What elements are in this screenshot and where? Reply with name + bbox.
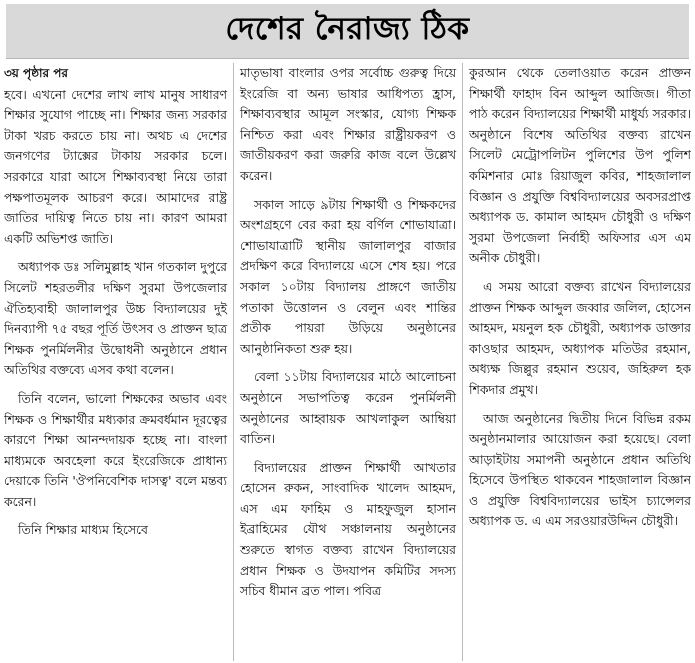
paragraph: আজ অনুষ্ঠানের দ্বিতীয় দিনে বিভিন্ন রকম অনুষ্ঠানমালার আয়োজন করা হয়েছে। বেলা আড়াইটায় সমাপনী অনুষ্ঠানে প্রধান অতিথি হিসেবে উপস্থিত থাকবেন শাহজালাল বিজ্ঞান ও প্রযুক্তি বিশ্ববিদ্যালয়ের ভাইস চ্যান্সেলর অধ্যাপক ড. এ এম সরওয়ারউদ্দিন চৌধুরী।: [469, 410, 691, 529]
paragraph: মাতৃভাষা বাংলার ওপর সর্বোচ্চ গুরুত্ব দিয়ে ইংরেজি বা অন্য ভাষার আধিপত্য হ্রাস, শিক্ষাব্যবস্থার আমূল সংস্কার, যোগ্য শিক্ষক নিশ্চিত করা এবং শিক্ষার রাষ্ট্রীয়করণ ও জাতীয়করণ করা জরুরি কাজ বলে উল্লেখ করেন।: [240, 65, 456, 183]
article-body: [4, 63, 691, 661]
headline-banner: [6, 4, 689, 59]
paragraph: হবে। এখনো দেশের লাখ লাখ মানুষ সাধারণ শিক্ষার সুযোগ পাচ্ছে না। শিক্ষার জন্য সরকার টাকা খরচ করতে চায় না। অথচ এ দেশের জনগণের ট্যাক্সের টাকায় সরকার চলে। সরকারে যারা আসে শিক্ষাব্যবস্থা নিয়ে তারা পক্ষপাতমূলক আচরণ করে। আমাদের রাষ্ট্র জাতির দায়িত্ব নিতে চায় না। কারণ আমরা একটি অভিশপ্ত জাতি।: [4, 86, 227, 246]
paragraph: বিদ্যালয়ের প্রাক্তন শিক্ষার্থী আখতার হোসেন রুকন, সাংবাদিক খালেদ আহমদ, এস এম ফাহিম ও মাহফুজুল হাসান ইব্রাহিমের যৌথ সঞ্চালনায় অনুষ্ঠানের শুরুতে স্বাগত বক্তব্য রাখেন বিদ্যালয়ের প্রধান শিক্ষক ও উদযাপন কমিটির সদস্য সচিব ধীমান ব্রত পাল। পবিত্র: [240, 459, 456, 599]
paragraph: এ সময় আরো বক্তব্য রাখেন বিদ্যালয়ের প্রাক্তন শিক্ষক আব্দুল জব্বার জলিল, হোসেন আহমদ, ময়নুল হক চৌধুরী, অধ্যাপক ডাক্তার কাওছার আহমদ, অধ্যাপক মতিউর রহমান, অধ্যক্ষ জিল্লুর রহমান শুয়েব, জহিরুল হক শিকদার প্রমুখ।: [469, 278, 691, 397]
paragraph: কুরআন থেকে তেলাওয়াত করেন প্রাক্তন শিক্ষার্থী ফাহাদ বিন আব্দুল আজিজ। গীতা পাঠ করেন বিদ্যালয়ের শিক্ষার্থী মাধুর্য্য সরকার। অনুষ্ঠানে বিশেষ অতিথির বক্তব্য রাখেন সিলেট মেট্রোপলিটন পুলিশের উপ পুলিশ কমিশনার মোঃ রিয়াজুল কবির, শাহজালাল বিজ্ঞান ও প্রযুক্তি বিশ্ববিদ্যালয়ের অবসরপ্রাপ্ত অধ্যাপক ড. কামাল আহমদ চৌধুরী ও দক্ষিণ সুরমা উপজেলা নির্বাহী অফিসার এস এম অনীক চৌধুরী।: [469, 65, 691, 266]
paragraph: সকাল সাড়ে ৯টায় শিক্ষার্থী ও শিক্ষকদের অংশগ্রহণে বের করা হয় বর্ণিল শোভাযাত্রা। শোভাযাত্রাটি স্থানীয় জালালপুর বাজার প্রদক্ষিণ করে বিদ্যালয়ে এসে শেষ হয়। পরে সকাল ১০টায় বিদ্যালয় প্রাঙ্গণে জাতীয় পতাকা উত্তোলন ও বেলুন এবং শান্তির প্রতীক পায়রা উড়িয়ে অনুষ্ঠানের আনুষ্ঠানিকতা শুরু হয়।: [240, 196, 456, 356]
headline: দেশের নৈরাজ্য ঠিক: [225, 11, 470, 47]
article-column-3: [462, 63, 691, 661]
paragraph: তিনি বলেন, ভালো শিক্ষকের অভাব এবং শিক্ষক ও শিক্ষার্থীর মধ্যকার ক্রমবর্ধমান দূরত্বের কারণে শিক্ষা আনন্দদায়ক হচ্ছে না। বাংলা মাধ্যমকে অবহেলা করে ইংরেজিকে প্রাধান্য দেয়াকে তিনি 'ঔপনিবেশিক দাসত্ব' বলে মন্তব্য করেন।: [4, 390, 227, 509]
jump-line: ৩য় পৃষ্ঠার পর: [4, 66, 69, 80]
article-column-2: [233, 63, 462, 661]
paragraph: অধ্যাপক ডঃ সলিমুল্লাহ খান গতকাল দুপুরে সিলেট শহরতলীর দক্ষিণ সুরমা উপজেলার ঐতিহ্যবাহী জালালপুর উচ্চ বিদ্যালয়ের দুই দিনব্যাপী ৭৫ বছর পূর্তি উৎসব ও প্রাক্তন ছাত্র শিক্ষক পুনর্মিলনীর উদ্বোধনী অনুষ্ঠানে প্রধান অতিথির বক্তব্যে এসব কথা বলেন।: [4, 259, 227, 378]
paragraph: বেলা ১১টায় বিদ্যালয়ের মাঠে আলোচনা অনুষ্ঠানে সভাপতিত্ব করেন পুনর্মিলনী অনুষ্ঠানের আহ্বায়ক আখলাকুল আম্বিয়া বাতিন।: [240, 369, 456, 447]
paragraph: তিনি শিক্ষার মাধ্যম হিসেবে: [18, 522, 148, 538]
article-column-1: [4, 63, 233, 661]
